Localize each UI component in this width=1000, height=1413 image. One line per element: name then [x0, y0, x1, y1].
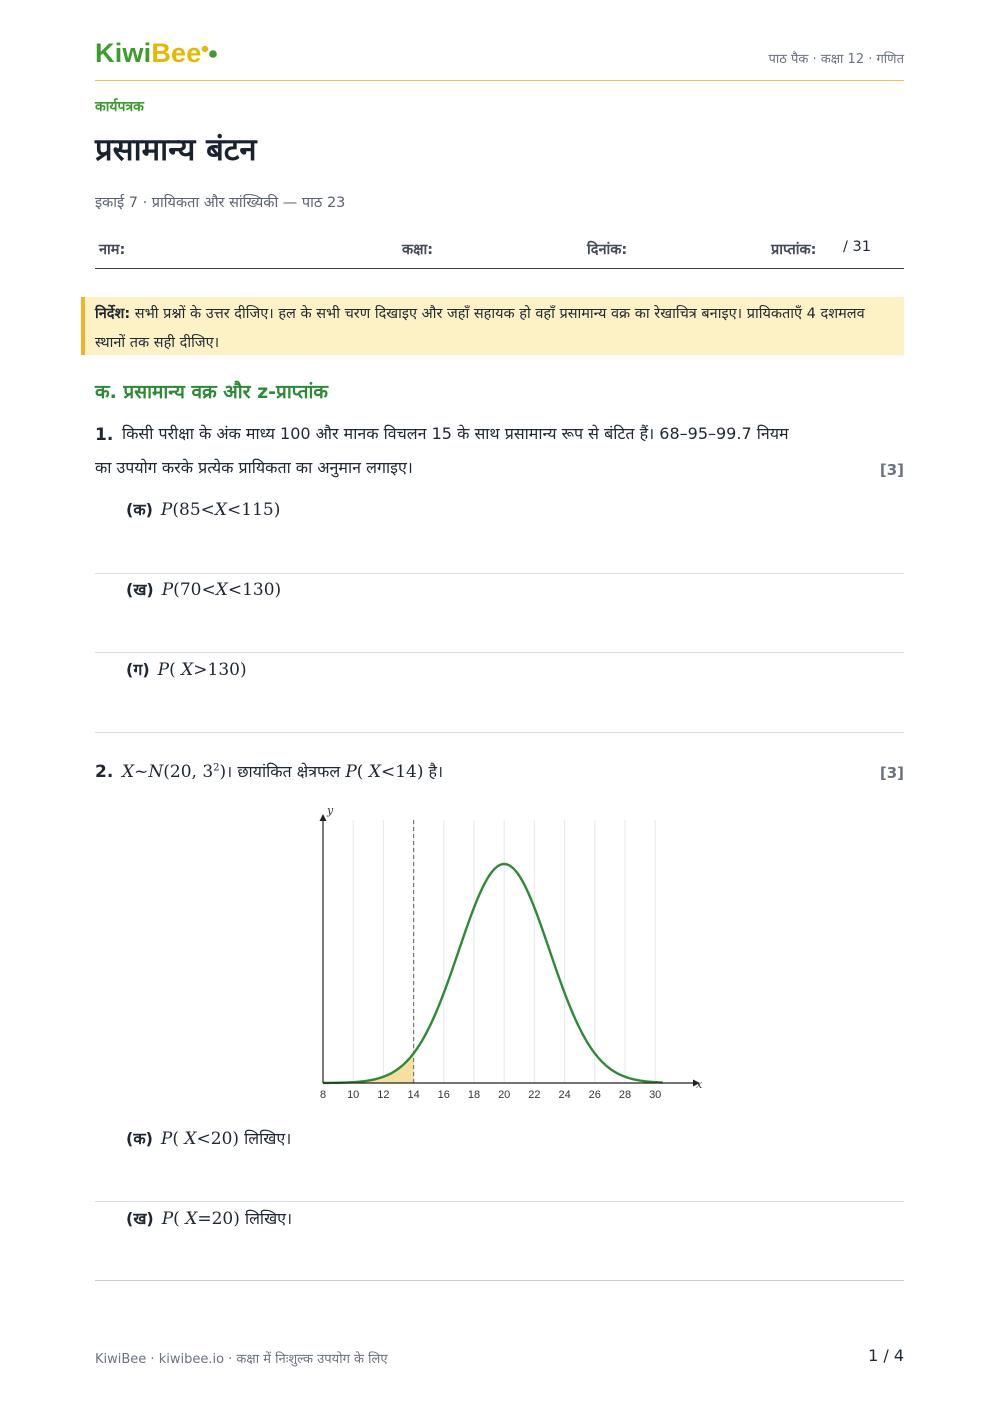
brand-name: KiwiBee — [95, 38, 202, 68]
mean-value: 20 — [169, 762, 192, 782]
logo-dots-icon — [199, 44, 219, 60]
y-axis-label: y — [327, 804, 334, 817]
footer-text: KiwiBee · kiwibee.io · कक्षा में निःशुल्क उपयोग के लिए — [95, 1352, 388, 1367]
question-1-part-b: (ख) P(70<X<130) — [126, 580, 282, 600]
question-2-suffix2: है। — [423, 762, 444, 781]
fields-divider — [95, 268, 904, 269]
x-tick-label: 8 — [319, 1089, 327, 1101]
worksheet-kicker: कार्यपत्रक — [95, 99, 144, 115]
date-field-label: दिनांक: — [587, 242, 628, 258]
part-suffix: लिखिए। — [239, 1209, 293, 1228]
score-total: / 31 — [843, 239, 871, 255]
x-tick-label: 10 — [347, 1089, 360, 1101]
page-number: 1 / 4 — [868, 1346, 904, 1365]
question-1-text-line2: का उपयोग करके प्रत्येक प्रायिकता का अनुमान लगाइए। — [95, 458, 413, 477]
sd-value: 3 — [202, 762, 214, 782]
x-tick-label: 14 — [407, 1089, 420, 1101]
x-tick-label: 16 — [437, 1089, 450, 1101]
name-field-label: नाम: — [99, 242, 126, 258]
part-label: (ख) — [126, 1209, 154, 1228]
bound-value: 20 — [211, 1209, 234, 1229]
part-label: (क) — [126, 1129, 153, 1148]
header-divider — [95, 80, 904, 81]
question-2-suffix1: । छायांकित क्षेत्रफल — [226, 762, 346, 781]
brand-logo — [95, 38, 201, 69]
upper-bound: 115 — [241, 500, 274, 520]
question-2-part-a: (क) P( X<20) लिखिए। — [126, 1129, 292, 1149]
bound-value: 20 — [210, 1129, 233, 1149]
y-axis-arrow — [320, 814, 327, 821]
part-label: (क) — [126, 500, 153, 519]
question-1-part-c: (ग) P( X>130) — [126, 660, 247, 680]
x-tick-label: 18 — [467, 1089, 481, 1101]
answer-line — [95, 732, 904, 733]
answer-line — [95, 1280, 904, 1281]
upper-bound: 130 — [242, 580, 275, 600]
instructions-label: निर्देश: — [95, 306, 131, 322]
normal-curve-line — [323, 864, 663, 1083]
page-subtitle: इकाई 7 · प्रायिकता और सांख्यिकी — पाठ 23 — [95, 195, 346, 211]
x-tick-label: 22 — [528, 1089, 541, 1101]
part-suffix: लिखिए। — [239, 1129, 292, 1148]
question-1-marks: [3] — [879, 461, 904, 479]
score-field-label: प्राप्तांक: — [771, 242, 817, 258]
answer-line — [95, 652, 904, 653]
part-label: (ख) — [126, 580, 154, 599]
question-2-number: 2. — [95, 762, 114, 782]
question-1-part-a: (क) P(85<X<115) — [126, 500, 281, 520]
page-title: प्रसामान्य बंटन — [95, 132, 257, 168]
lower-bound: 85 — [179, 500, 201, 520]
part-label: (ग) — [126, 660, 150, 679]
x-tick-label: 24 — [558, 1089, 571, 1101]
answer-line — [95, 573, 904, 574]
instructions-text: सभी प्रश्नों के उत्तर दीजिए। हल के सभी चरण दिखाइए और जहाँ सहायक हो वहाँ प्रसामान्य वक्र का रेखाचित्र बनाइए। प्रायिकताएँ 4 दशमलव स्थानों तक सही दीजिए। — [95, 306, 865, 351]
shade-bound: 14 — [395, 762, 417, 782]
bound-value: 130 — [207, 660, 240, 680]
answer-line — [95, 1201, 904, 1202]
x-axis-label: x — [696, 1078, 703, 1091]
header-meta: पाठ पैक · कक्षा 12 · गणित — [768, 52, 904, 67]
x-tick-label: 28 — [618, 1089, 632, 1101]
section-heading: क. प्रसामान्य वक्र और z-प्राप्तांक — [95, 381, 328, 403]
instructions-box — [81, 297, 904, 355]
question-1-text-line1: किसी परीक्षा के अंक माध्य 100 और मानक विचलन 15 के साथ प्रसामान्य रूप से बंटित हैं। 68–95–99.7 नियम — [122, 424, 789, 443]
question-1-number: 1. — [95, 425, 114, 445]
x-tick-label: 20 — [498, 1089, 511, 1101]
question-2-text: X~N(20, $3^2)।$ छायांकित क्षेत्रफल P( X<14) है। — [122, 762, 444, 782]
normal-curve-chart — [310, 800, 710, 1110]
question-2-part-b: (ख) P( X=20) लिखिए। — [126, 1209, 293, 1229]
class-field-label: कक्षा: — [402, 242, 434, 258]
question-2-marks: [3] — [879, 764, 904, 782]
x-tick-label: 26 — [588, 1089, 601, 1101]
lower-bound: 70 — [179, 580, 202, 600]
x-tick-label: 30 — [649, 1089, 662, 1101]
x-tick-label: 12 — [377, 1089, 390, 1101]
